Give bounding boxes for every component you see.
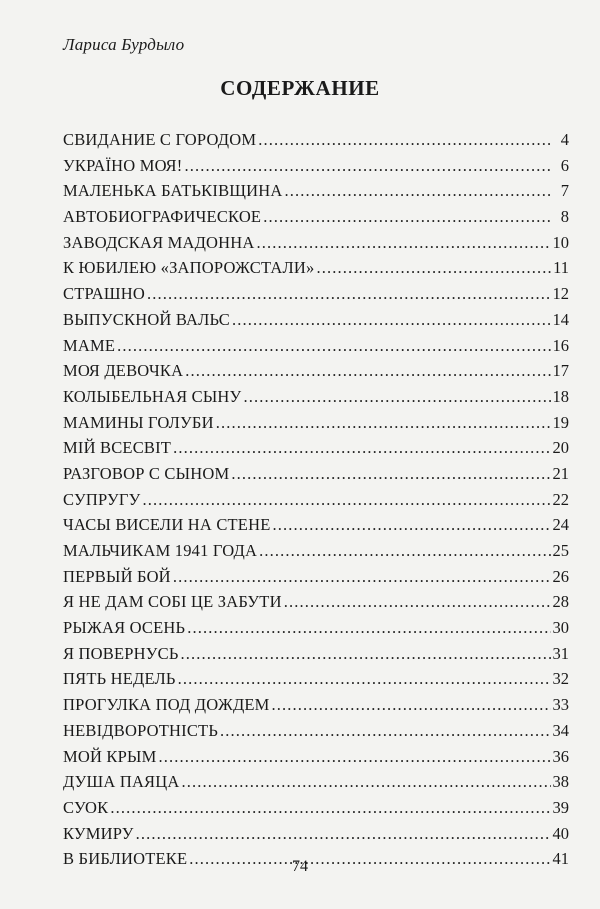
toc-entry-title: МОЯ ДЕВОЧКА <box>63 361 184 381</box>
toc-leader-dots <box>220 718 550 744</box>
toc-entry <box>63 641 569 667</box>
toc-leader-dots <box>272 692 551 718</box>
toc-entry-page: 28 <box>552 592 569 612</box>
toc-entry-title: МОЙ КРЫМ <box>63 746 157 766</box>
toc-entry-title: МАЛЬЧИКАМ 1941 ГОДА <box>63 541 258 560</box>
toc-entry <box>63 410 569 436</box>
toc-entry-page: 26 <box>552 566 569 586</box>
toc-entry <box>63 127 569 153</box>
toc-entry-title: МІЙ ВСЕСВІТ <box>63 438 172 458</box>
toc-entry-title: СУОК <box>63 797 109 817</box>
toc-entry <box>63 307 569 333</box>
toc-entry-title: МАЛЕНЬКА БАТЬКІВЩИНА <box>63 181 283 201</box>
toc-entry-page: 16 <box>552 335 569 355</box>
toc-entry-title: Я НЕ ДАМ СОБІ ЦЕ ЗАБУТИ <box>63 592 282 612</box>
toc-entry <box>63 718 569 744</box>
toc-leader-dots <box>258 127 553 153</box>
toc-leader-dots <box>173 435 550 461</box>
toc-leader-dots <box>178 666 551 692</box>
toc-entry-page: 34 <box>552 720 569 740</box>
toc-entry-title: НЕВІДВОРОТНІСТЬ <box>63 720 219 740</box>
toc-entry-page: 31 <box>552 643 569 663</box>
toc-entry <box>63 461 569 487</box>
toc-leader-dots <box>142 487 550 513</box>
toc-entry-title: КУМИРУ <box>63 823 134 843</box>
toc-entry-title: РЫЖАЯ ОСЕНЬ <box>63 618 186 638</box>
toc-entry <box>63 204 569 230</box>
toc-entry-title: МАМИНЫ ГОЛУБИ <box>63 412 214 432</box>
toc-entry <box>63 333 569 359</box>
toc-entry-page: 17 <box>552 361 569 381</box>
toc-entry-page: 19 <box>552 412 569 432</box>
toc-entry-page: 4 <box>560 130 569 149</box>
toc-entry <box>63 512 569 538</box>
toc-leader-dots <box>136 821 551 847</box>
toc-entry-title: ДУША ПАЯЦА <box>63 772 180 792</box>
toc-entry-page: 40 <box>552 823 569 843</box>
toc-entry <box>63 589 569 615</box>
toc-leader-dots <box>284 589 551 615</box>
toc-entry <box>63 153 569 179</box>
toc-entry-page: 32 <box>552 669 569 689</box>
toc-leader-dots <box>184 153 553 179</box>
toc-entry <box>63 744 569 770</box>
toc-entry-title: УКРАЇНО МОЯ! <box>63 155 183 175</box>
toc-leader-dots <box>187 615 550 641</box>
toc-entry-title: СУПРУГУ <box>63 489 141 509</box>
toc-leader-dots <box>243 384 550 410</box>
toc-leader-dots <box>147 281 551 307</box>
toc-entry-title: ПЯТЬ НЕДЕЛЬ <box>63 669 176 689</box>
toc-leader-dots <box>181 641 551 667</box>
toc-entry-page: 6 <box>560 155 569 175</box>
toc-entry-title: ПРОГУЛКА ПОД ДОЖДЕМ <box>63 695 270 715</box>
toc-entry-title: АВТОБИОГРАФИЧЕСКОЕ <box>63 207 262 227</box>
toc-leader-dots <box>231 461 550 487</box>
toc-entry-page: 33 <box>552 695 569 715</box>
toc-entry-page: 41 <box>552 849 569 869</box>
toc-entry-title: СВИДАНИЕ С ГОРОДОМ <box>63 130 257 149</box>
toc-entry <box>63 615 569 641</box>
toc-leader-dots <box>257 230 551 256</box>
toc-leader-dots <box>263 204 553 230</box>
table-of-contents <box>63 127 569 872</box>
toc-entry <box>63 435 569 461</box>
toc-entry-title: В БИБЛИОТЕКЕ <box>63 849 188 869</box>
page-number: 74 <box>292 858 308 875</box>
page-title: СОДЕРЖАНИЕ <box>220 76 380 100</box>
toc-entry-title: КОЛЫБЕЛЬНАЯ СЫНУ <box>63 386 242 406</box>
toc-entry-title: МАМЕ <box>63 335 116 355</box>
toc-leader-dots <box>317 255 552 281</box>
toc-leader-dots <box>284 178 553 204</box>
toc-entry-page: 39 <box>552 797 569 817</box>
toc-leader-dots <box>173 564 551 590</box>
toc-entry <box>63 281 569 307</box>
toc-entry-page: 30 <box>552 618 569 638</box>
toc-entry-title: РАЗГОВОР С СЫНОМ <box>63 463 230 483</box>
toc-entry <box>63 178 569 204</box>
toc-entry-page: 25 <box>552 541 569 560</box>
toc-entry-title: ЗАВОДСКАЯ МАДОННА <box>63 232 255 252</box>
toc-leader-dots <box>182 769 551 795</box>
toc-entry-page: 10 <box>552 232 569 252</box>
toc-entry-title: ВЫПУСКНОЙ ВАЛЬС <box>63 309 231 329</box>
toc-entry-page: 36 <box>552 746 569 766</box>
toc-entry-page: 7 <box>560 181 569 201</box>
toc-entry <box>63 255 569 281</box>
toc-entry <box>63 230 569 256</box>
toc-entry-page: 20 <box>552 438 569 458</box>
running-head: Лариса Бурдыло <box>63 35 185 54</box>
toc-leader-dots <box>185 358 550 384</box>
toc-entry <box>63 384 569 410</box>
toc-entry-title: Я ПОВЕРНУСЬ <box>63 643 179 663</box>
toc-leader-dots <box>259 538 550 564</box>
toc-leader-dots <box>110 795 550 821</box>
toc-entry <box>63 692 569 718</box>
toc-leader-dots <box>272 512 550 538</box>
toc-entry <box>63 769 569 795</box>
toc-entry <box>63 358 569 384</box>
toc-entry-title: СТРАШНО <box>63 284 145 304</box>
toc-entry-page: 8 <box>560 207 569 227</box>
toc-entry <box>63 666 569 692</box>
toc-entry-page: 11 <box>553 258 569 278</box>
toc-entry-page: 12 <box>552 284 569 304</box>
toc-entry <box>63 564 569 590</box>
toc-entry-page: 14 <box>552 309 569 329</box>
toc-entry-title: ЧАСЫ ВИСЕЛИ НА СТЕНЕ <box>63 515 271 535</box>
toc-entry <box>63 487 569 513</box>
toc-entry-page: 38 <box>552 772 569 792</box>
toc-entry-page: 24 <box>552 515 569 535</box>
toc-leader-dots <box>158 744 550 770</box>
toc-entry <box>63 795 569 821</box>
toc-entry-page: 18 <box>552 386 569 406</box>
toc-entry-title: К ЮБИЛЕЮ «ЗАПОРОЖСТАЛИ» <box>63 258 315 278</box>
toc-entry <box>63 821 569 847</box>
toc-leader-dots <box>117 333 550 359</box>
toc-leader-dots <box>232 307 550 333</box>
toc-entry-page: 22 <box>552 489 569 509</box>
toc-entry <box>63 538 569 564</box>
toc-entry-page: 21 <box>552 463 569 483</box>
toc-leader-dots <box>216 410 551 436</box>
toc-entry-title: ПЕРВЫЙ БОЙ <box>63 566 171 586</box>
